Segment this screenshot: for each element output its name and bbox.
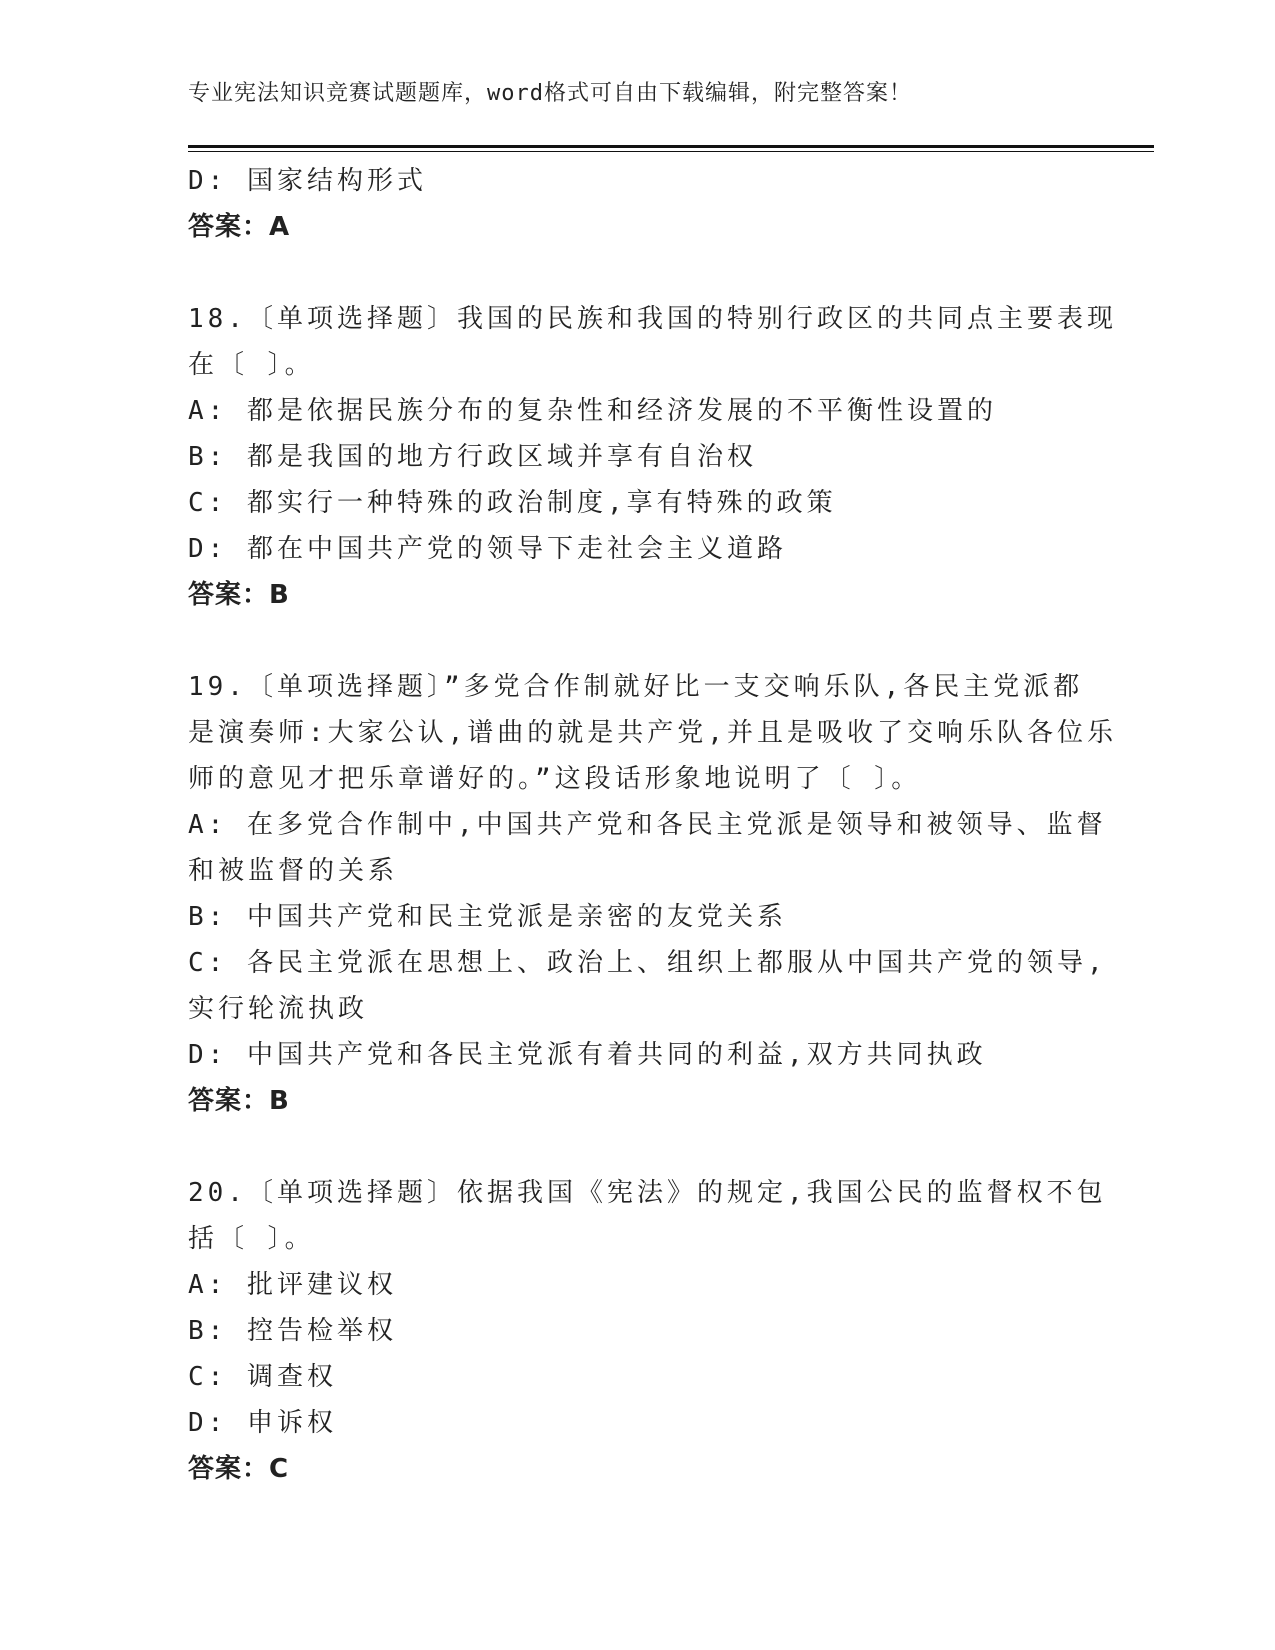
answer-line: 答案：A bbox=[188, 212, 291, 242]
document-body bbox=[188, 158, 1117, 1492]
option-d: D: 都在中国共产党的领导下走社会主义道路 bbox=[188, 534, 787, 564]
question-stem: 在〔 〕。 bbox=[188, 350, 315, 380]
option-c: C: 都实行一种特殊的政治制度,享有特殊的政策 bbox=[188, 488, 837, 518]
question-stem: 19.〔单项选择题〕”多党合作制就好比一支交响乐队,各民主党派都 bbox=[188, 672, 1084, 702]
spacer bbox=[188, 618, 1088, 664]
spacer bbox=[188, 250, 1088, 296]
question-19 bbox=[188, 664, 1117, 1124]
question-18 bbox=[188, 296, 1117, 618]
option-a: A: 在多党合作制中,中国共产党和各民主党派是领导和被领导、监督 bbox=[188, 810, 1107, 840]
option-c-continued: 实行轮流执政 bbox=[188, 994, 369, 1024]
question-stem: 18.〔单项选择题〕我国的民族和我国的特别行政区的共同点主要表现 bbox=[188, 304, 1117, 334]
document-header: 专业宪法知识竞赛试题题库，word格式可自由下载编辑，附完整答案！ bbox=[188, 81, 912, 106]
answer-line: 答案：B bbox=[188, 1086, 290, 1116]
question-stem: 是演奏师:大家公认,谱曲的就是共产党,并且是吸收了交响乐队各位乐 bbox=[188, 718, 1117, 748]
option-b: B: 中国共产党和民主党派是亲密的友党关系 bbox=[188, 902, 787, 932]
option-a: A: 都是依据民族分布的复杂性和经济发展的不平衡性设置的 bbox=[188, 396, 997, 426]
option-a-continued: 和被监督的关系 bbox=[188, 856, 399, 886]
answer-line: 答案：C bbox=[188, 1454, 290, 1484]
option-a: A: 批评建议权 bbox=[188, 1270, 397, 1300]
question-20 bbox=[188, 1170, 1107, 1492]
option-d: D: 国家结构形式 bbox=[188, 166, 427, 196]
spacer bbox=[188, 1124, 1088, 1170]
option-b: B: 控告检举权 bbox=[188, 1316, 397, 1346]
option-d: D: 申诉权 bbox=[188, 1408, 337, 1438]
option-b: B: 都是我国的地方行政区域并享有自治权 bbox=[188, 442, 757, 472]
question-stem: 括〔 〕。 bbox=[188, 1224, 315, 1254]
header-rule-thick bbox=[188, 145, 1154, 148]
option-c: C: 调查权 bbox=[188, 1362, 337, 1392]
option-d: D: 中国共产党和各民主党派有着共同的利益,双方共同执政 bbox=[188, 1040, 987, 1070]
answer-line: 答案：B bbox=[188, 580, 290, 610]
question-stem: 20.〔单项选择题〕依据我国《宪法》的规定,我国公民的监督权不包 bbox=[188, 1178, 1107, 1208]
question-stem: 师的意见才把乐章谱好的。”这段话形象地说明了〔 〕。 bbox=[188, 764, 922, 794]
option-c: C: 各民主党派在思想上、政治上、组织上都服从中国共产党的领导, bbox=[188, 948, 1107, 978]
header-rule-thin bbox=[188, 151, 1154, 152]
